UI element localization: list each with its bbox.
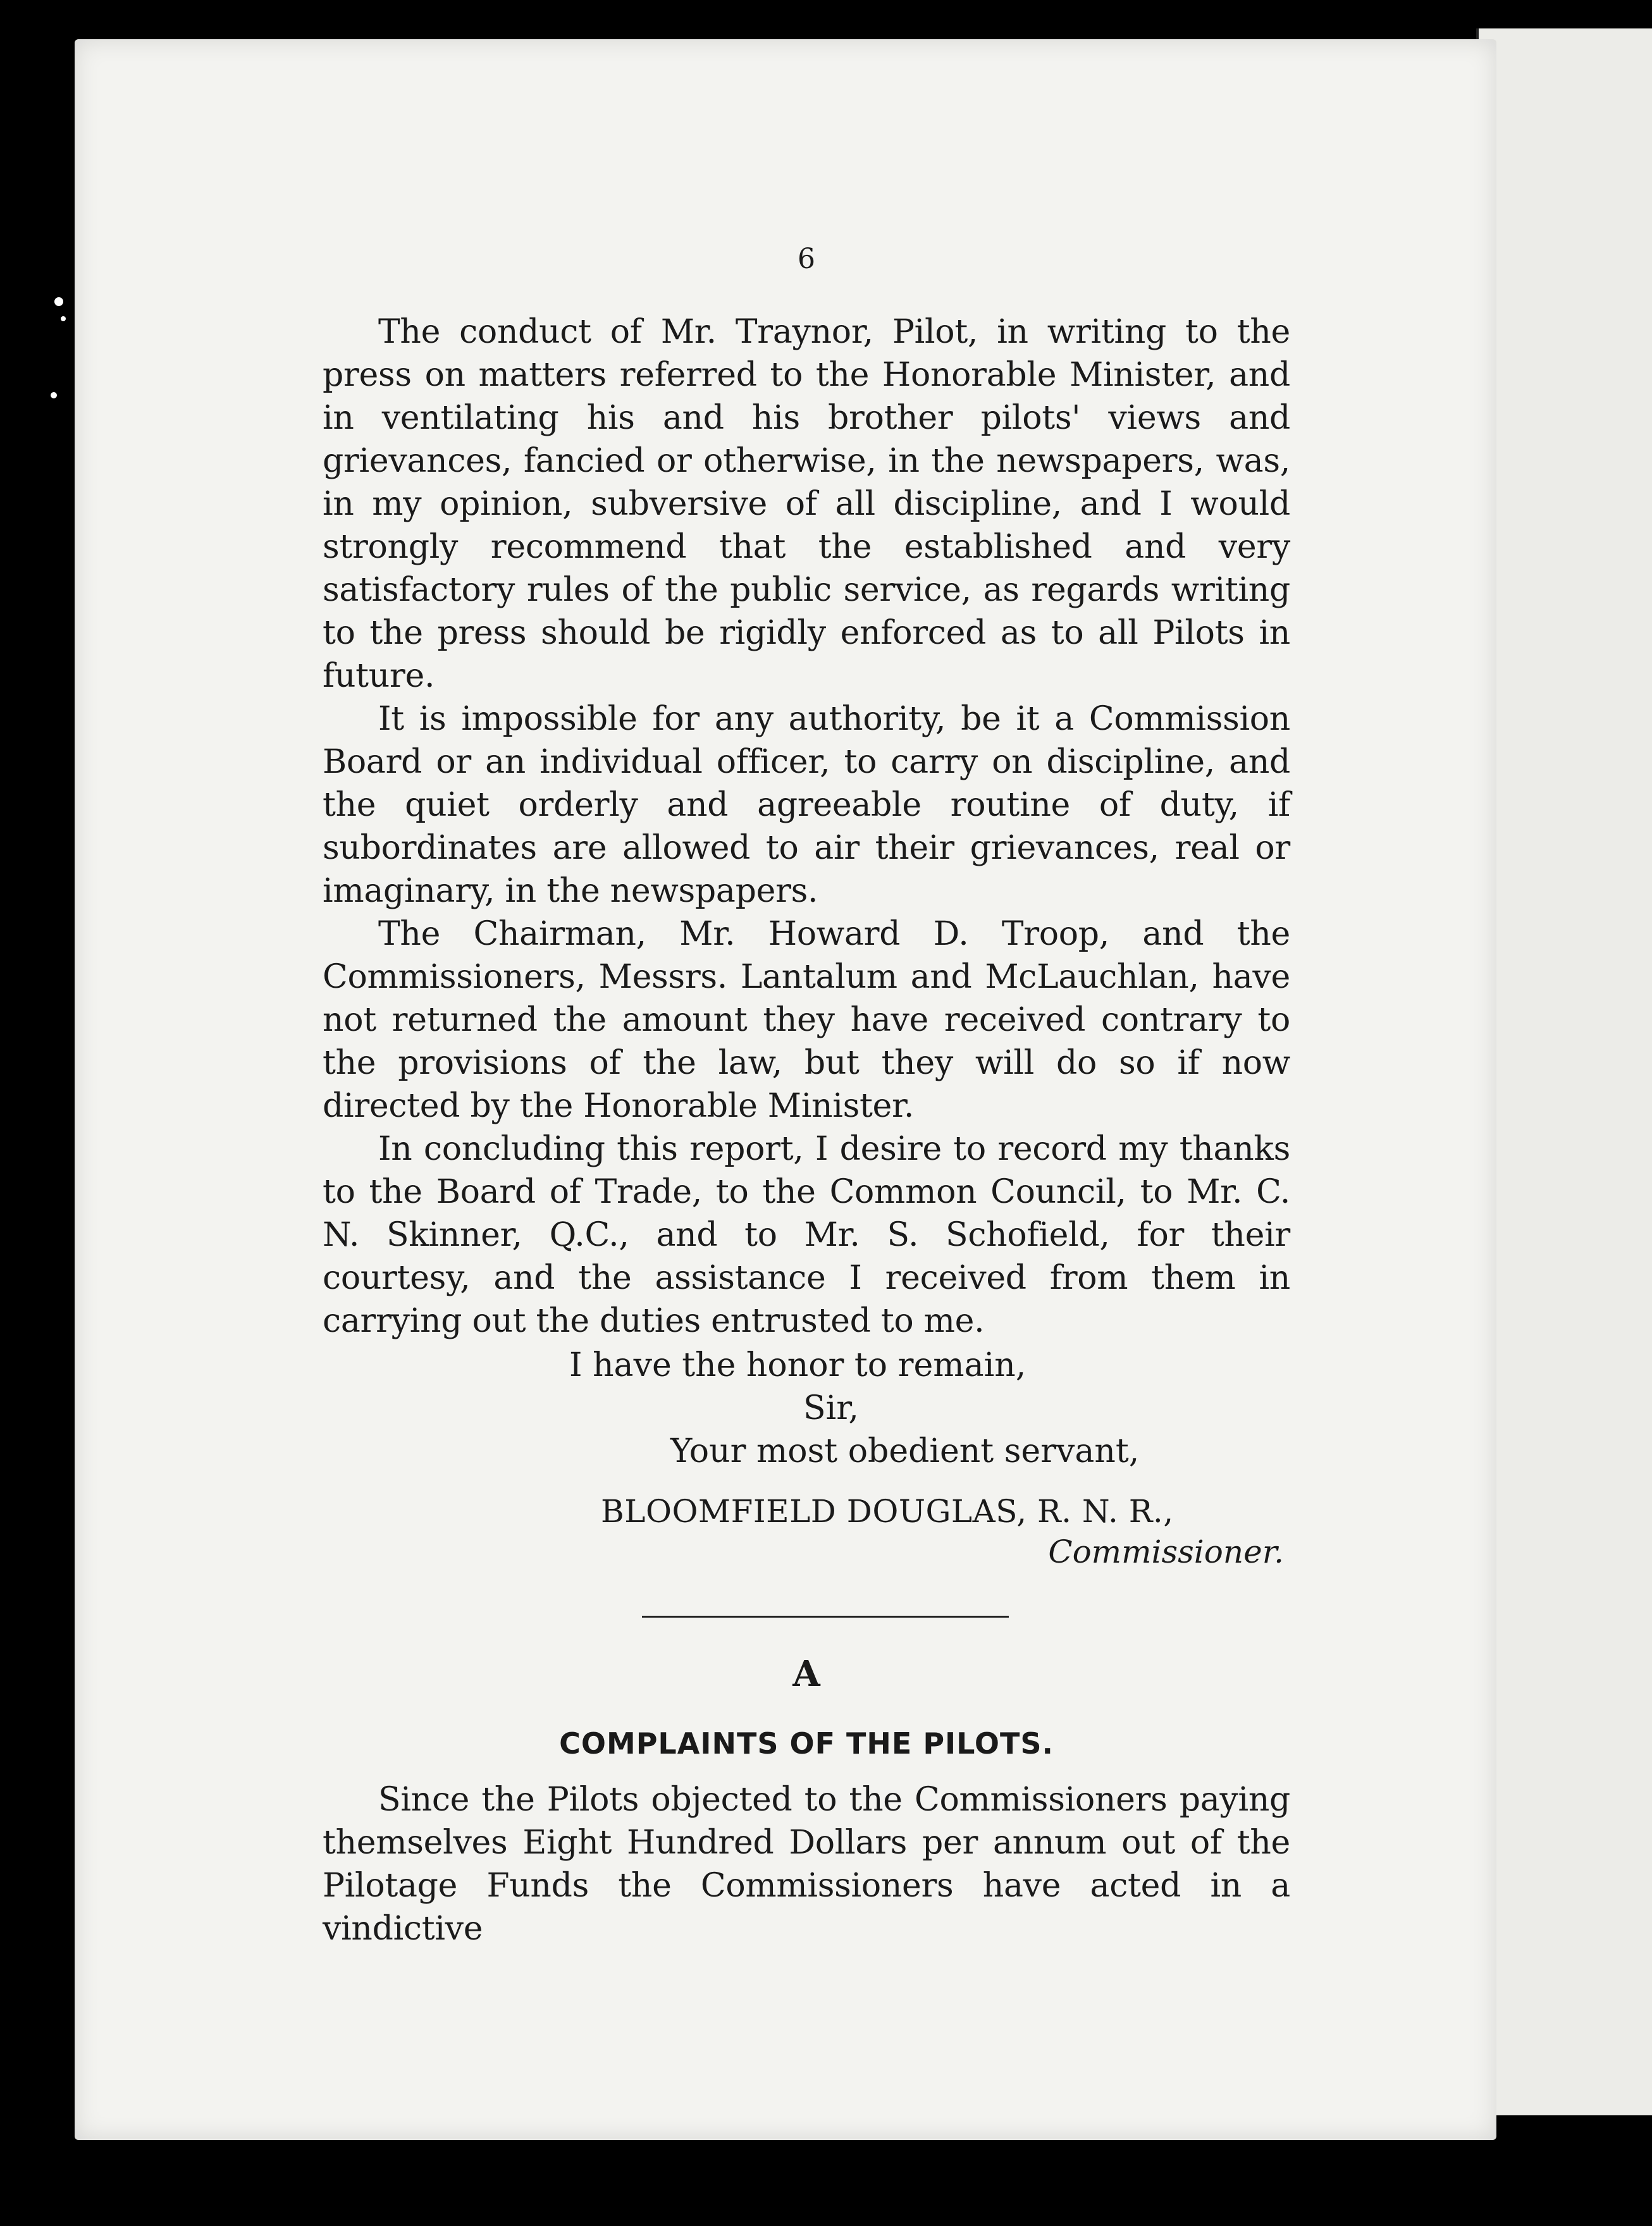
paragraph-traynor-conduct: The conduct of Mr. Traynor, Pilot, in writing to the press on matters referred to the Honorable Minister, and in ventilating his and his brother pilots' views and grievances, fancied or otherwise, in the newspapers, was, in my opinion, subversive of all discipline, and I would strongly recommend that the established and very satisfactory rules of the public service, as regards writing to the press should be rigidly enforced as to all Pilots in future. (323, 313, 1290, 695)
section-divider (642, 1616, 1009, 1618)
signature-title: Commissioner. (1048, 1534, 1284, 1570)
page-number: 6 (798, 243, 815, 275)
page-content (323, 228, 1290, 1950)
section-heading: COMPLAINTS OF THE PILOTS. (559, 1726, 1054, 1761)
adjacent-page-edge (1476, 28, 1652, 2115)
paragraph-thanks: In concluding this report, I desire to record my thanks to the Board of Trade, to the Common Council, to Mr. C. N. Skinner, Q.C., and to Mr. S. Schofield, for their courtesy, and the assistance I received from them in carrying out the duties entrusted to me. (323, 1130, 1290, 1340)
signature-name: BLOOMFIELD DOUGLAS, R. N. R., (601, 1493, 1174, 1530)
scan-speck (61, 316, 66, 321)
scan-speck (51, 392, 57, 398)
paragraph-chairman: The Chairman, Mr. Howard D. Troop, and the Commissioners, Messrs. Lantalum and McLauchlan, have not returned the amount they have received contrary to the provisions of the law, but they will do so if now directed by the Honorable Minister. (323, 915, 1290, 1125)
closing-line-sir: Sir, (803, 1389, 859, 1427)
ornament-glyph: A (792, 1653, 820, 1695)
scan-speck (54, 297, 63, 306)
paragraph-discipline: It is impossible for any authority, be it a Commission Board or an individual officer, to carry on discipline, and the quiet orderly and agreeable routine of duty, if subordinates are allowed to air their grievances, real or imaginary, in the newspapers. (323, 700, 1290, 910)
closing-line-servant: Your most obedient servant, (670, 1432, 1140, 1470)
closing-line-honor: I have the honor to remain, (569, 1346, 1026, 1384)
paragraph-complaints: Since the Pilots objected to the Commissioners paying themselves Eight Hundred Dollars per annum out of the Pilotage Funds the Commissioners have acted in a vindictive (323, 1781, 1290, 1948)
